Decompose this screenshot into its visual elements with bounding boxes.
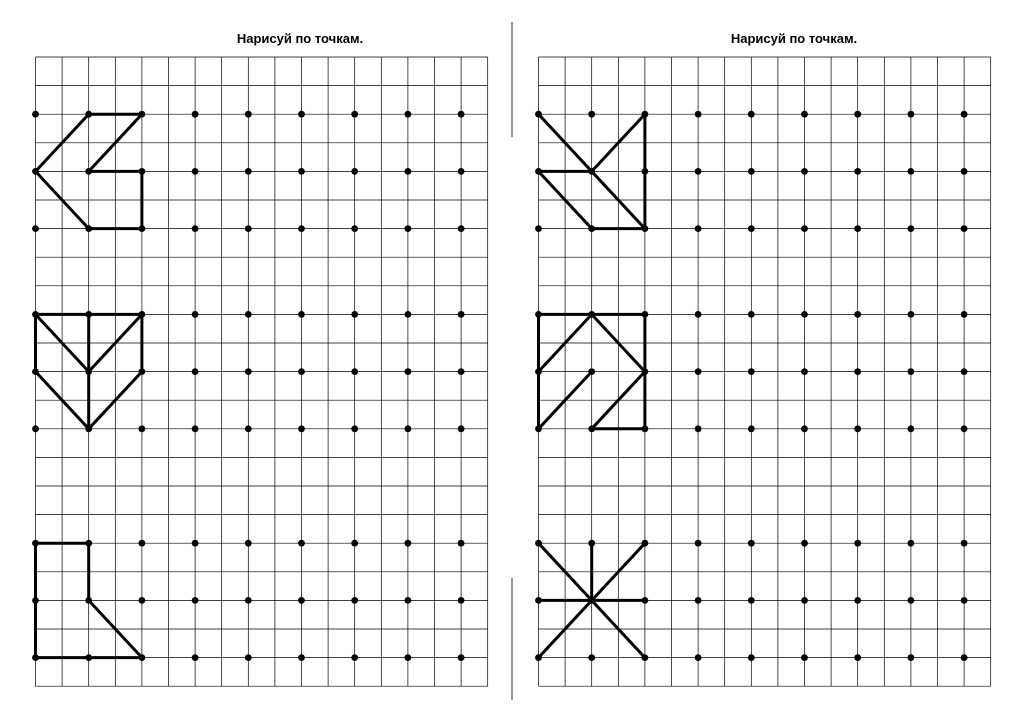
grid-dot <box>801 597 808 604</box>
grid-dot <box>535 225 542 232</box>
grid-dot <box>642 111 649 118</box>
grid-dot <box>801 225 808 232</box>
grid-dot <box>695 425 702 432</box>
grid-dot <box>139 111 146 118</box>
grid-dot <box>801 168 808 175</box>
grid-dot <box>854 597 861 604</box>
grid-dot <box>458 654 465 661</box>
grid-dot <box>192 111 199 118</box>
grid-dot <box>908 168 915 175</box>
grid-dot <box>642 425 649 432</box>
grid-dot <box>854 425 861 432</box>
grid-dot <box>32 597 39 604</box>
grid-dot <box>85 168 92 175</box>
grid-dot <box>85 597 92 604</box>
grid-dot <box>961 168 968 175</box>
grid-dot <box>854 225 861 232</box>
grid-dot <box>351 225 358 232</box>
grid-dot <box>961 111 968 118</box>
grid-dot <box>405 225 412 232</box>
grid-dot <box>961 597 968 604</box>
grid-dot <box>908 597 915 604</box>
grid-dot <box>32 540 39 547</box>
grid-dot <box>854 654 861 661</box>
grid-dot <box>32 111 39 118</box>
grid-dot <box>748 540 755 547</box>
grid-dot <box>192 597 199 604</box>
grid-dot <box>748 311 755 318</box>
grid-dot <box>458 311 465 318</box>
grid-dot <box>85 540 92 547</box>
grid-dot <box>458 168 465 175</box>
grid-dot <box>908 311 915 318</box>
grid-dot <box>192 368 199 375</box>
grid-dot <box>961 425 968 432</box>
grid-dot <box>801 425 808 432</box>
grid-dot <box>298 425 305 432</box>
grid-dot <box>854 111 861 118</box>
grid-dot <box>588 368 595 375</box>
grid-dot <box>32 425 39 432</box>
grid-dot <box>961 654 968 661</box>
grid-dot <box>535 597 542 604</box>
grid-dot <box>961 225 968 232</box>
grid-dot <box>298 654 305 661</box>
grid-dot <box>351 425 358 432</box>
left-grid-paper <box>36 57 488 686</box>
right-worksheet-title: Нарисуй по точкам. <box>730 31 858 46</box>
grid-dot <box>351 111 358 118</box>
grid-dot <box>405 597 412 604</box>
grid-dot <box>458 597 465 604</box>
grid-dot <box>801 540 808 547</box>
grid-dot <box>298 311 305 318</box>
grid-dot <box>351 654 358 661</box>
grid-dot <box>85 654 92 661</box>
grid-dot <box>535 425 542 432</box>
grid-dot <box>405 654 412 661</box>
grid-dot <box>32 368 39 375</box>
grid-dot <box>535 111 542 118</box>
grid-dot <box>32 311 39 318</box>
grid-dot <box>139 597 146 604</box>
grid-dot <box>405 540 412 547</box>
grid-dot <box>298 225 305 232</box>
right-grid-paper <box>539 57 991 686</box>
grid-dot <box>695 168 702 175</box>
grid-dot <box>748 168 755 175</box>
grid-dot <box>351 368 358 375</box>
grid-dot <box>854 540 861 547</box>
grid-dot <box>351 597 358 604</box>
grid-dot <box>245 311 252 318</box>
grid-dot <box>351 540 358 547</box>
grid-dot <box>535 540 542 547</box>
grid-dot <box>458 425 465 432</box>
grid-dot <box>139 654 146 661</box>
grid-dot <box>588 540 595 547</box>
grid-dot <box>535 368 542 375</box>
grid-dot <box>695 311 702 318</box>
grid-dot <box>405 425 412 432</box>
sample-figures <box>36 114 645 657</box>
grid-dot <box>695 111 702 118</box>
grid-dot <box>908 225 915 232</box>
grid-dot <box>908 111 915 118</box>
grid-dot <box>588 168 595 175</box>
grid-dot <box>642 654 649 661</box>
dot-points <box>32 111 967 661</box>
grid-dot <box>298 597 305 604</box>
grid-dot <box>458 368 465 375</box>
grid-dot <box>192 311 199 318</box>
grid-dot <box>139 540 146 547</box>
grid-dot <box>748 225 755 232</box>
grid-dot <box>351 311 358 318</box>
grid-dot <box>85 425 92 432</box>
grid-dot <box>642 225 649 232</box>
grid-dot <box>245 540 252 547</box>
grid-dot <box>245 168 252 175</box>
grid-dot <box>695 540 702 547</box>
grid-dot <box>192 540 199 547</box>
grid-dot <box>458 540 465 547</box>
grid-dot <box>748 425 755 432</box>
grid-dot <box>695 225 702 232</box>
grid-dot <box>801 111 808 118</box>
grid-dot <box>351 168 358 175</box>
grid-dot <box>748 654 755 661</box>
grid-dot <box>642 540 649 547</box>
grid-dot <box>245 425 252 432</box>
grid-dot <box>801 311 808 318</box>
grid-dot <box>748 368 755 375</box>
grid-dot <box>854 311 861 318</box>
grid-dot <box>458 225 465 232</box>
grid-dot <box>139 311 146 318</box>
grid-dot <box>245 597 252 604</box>
grid-dot <box>642 368 649 375</box>
grid-dot <box>298 111 305 118</box>
grid-dot <box>139 425 146 432</box>
grid-dot <box>245 654 252 661</box>
grid-dot <box>695 654 702 661</box>
grid-dot <box>298 540 305 547</box>
grid-dot <box>588 654 595 661</box>
grid-dot <box>695 368 702 375</box>
grid-dot <box>298 168 305 175</box>
grid-dot <box>588 597 595 604</box>
grid-dot <box>32 225 39 232</box>
grid-dot <box>139 225 146 232</box>
grid-dot <box>85 368 92 375</box>
grid-dot <box>961 368 968 375</box>
grid-dot <box>854 368 861 375</box>
grid-dot <box>85 225 92 232</box>
grid-dot <box>245 111 252 118</box>
grid-dot <box>85 311 92 318</box>
grid-dot <box>192 168 199 175</box>
grid-dot <box>642 597 649 604</box>
left-worksheet-title: Нарисуй по точкам. <box>236 31 364 46</box>
grid-dot <box>908 368 915 375</box>
grid-dot <box>961 311 968 318</box>
grid-dot <box>298 368 305 375</box>
grid-dot <box>748 597 755 604</box>
grid-dot <box>32 168 39 175</box>
grid-dot <box>588 425 595 432</box>
grid-dot <box>85 111 92 118</box>
grid-dot <box>405 368 412 375</box>
grid-dot <box>139 168 146 175</box>
grid-dot <box>642 311 649 318</box>
grid-dot <box>405 311 412 318</box>
grid-dot <box>908 540 915 547</box>
grid-dot <box>245 368 252 375</box>
grid-dot <box>192 425 199 432</box>
grid-dot <box>192 654 199 661</box>
grid-dot <box>961 540 968 547</box>
grid-dot <box>32 654 39 661</box>
grid-dot <box>535 654 542 661</box>
grid-dot <box>458 111 465 118</box>
grid-dot <box>245 225 252 232</box>
grid-dot <box>748 111 755 118</box>
grid-dot <box>192 225 199 232</box>
grid-dot <box>908 654 915 661</box>
grid-dot <box>801 654 808 661</box>
grid-dot <box>801 368 808 375</box>
grid-dot <box>405 111 412 118</box>
grid-dot <box>695 597 702 604</box>
grid-dot <box>535 311 542 318</box>
grid-dot <box>405 168 412 175</box>
grid-dot <box>588 111 595 118</box>
grid-dot <box>588 311 595 318</box>
grid-dot <box>588 225 595 232</box>
grid-dot <box>139 368 146 375</box>
grid-dot <box>535 168 542 175</box>
grid-dot <box>908 425 915 432</box>
grid-dot <box>642 168 649 175</box>
grid-dot <box>854 168 861 175</box>
